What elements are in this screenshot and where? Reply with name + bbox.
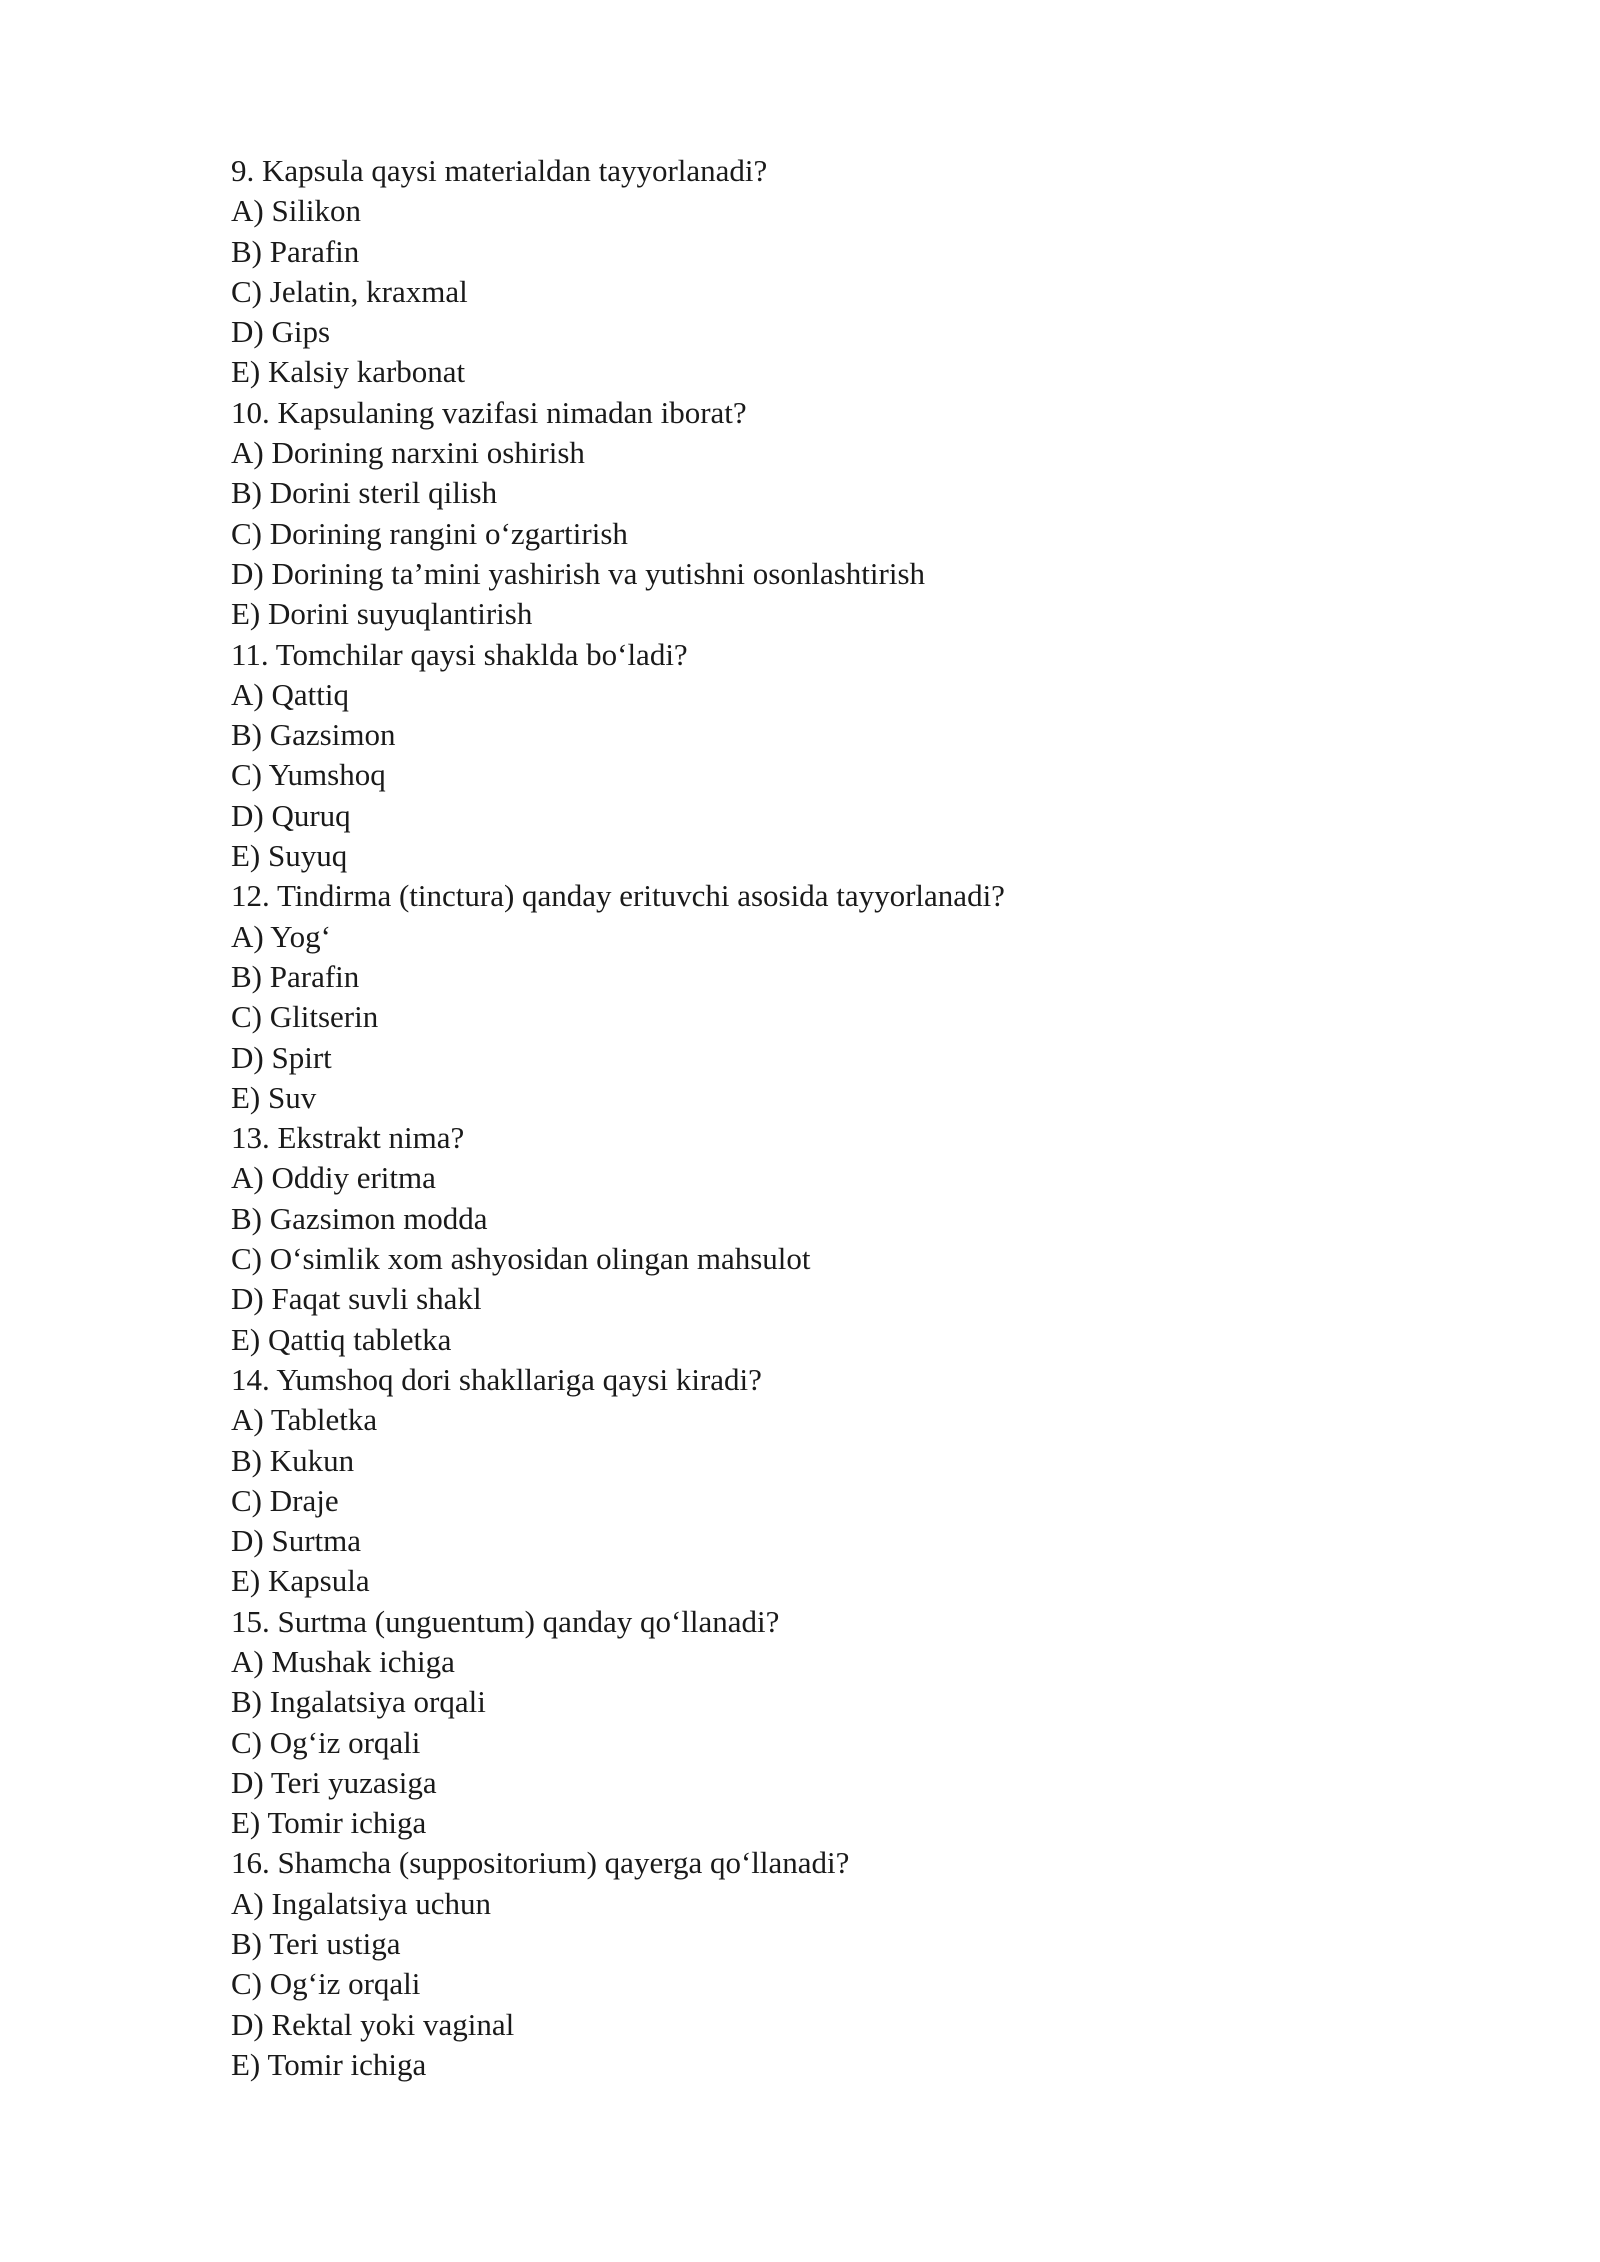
- question-list: [231, 151, 1431, 2085]
- option-c: C) Dorining rangini o‘zgartirish: [231, 515, 628, 551]
- option-b: B) Teri ustiga: [231, 1926, 401, 1962]
- question-text: 10. Kapsulaning vazifasi nimadan iborat?: [231, 394, 747, 430]
- option-a: A) Yog‘: [231, 918, 331, 954]
- question-10: [231, 393, 1431, 635]
- question-text: 16. Shamcha (suppositorium) qayerga qo‘llanadi?: [231, 1845, 850, 1881]
- option-d: D) Quruq: [231, 797, 351, 833]
- option-a: A) Ingalatsiya uchun: [231, 1885, 491, 1921]
- option-e: E) Suv: [231, 1079, 317, 1115]
- option-c: C) Og‘iz orqali: [231, 1966, 421, 2002]
- option-c: C) O‘simlik xom ashyosidan olingan mahsulot: [231, 1241, 811, 1277]
- question-text: 11. Tomchilar qaysi shaklda bo‘ladi?: [231, 636, 688, 672]
- option-e: E) Kalsiy karbonat: [231, 354, 466, 390]
- option-e: E) Dorini suyuqlantirish: [231, 596, 533, 632]
- option-b: B) Gazsimon: [231, 717, 396, 753]
- option-b: B) Kukun: [231, 1442, 355, 1478]
- option-a: A) Mushak ichiga: [231, 1643, 455, 1679]
- option-a: A) Qattiq: [231, 676, 349, 712]
- question-13: [231, 1118, 1431, 1360]
- option-e: E) Kapsula: [231, 1563, 370, 1599]
- option-b: B) Parafin: [231, 958, 360, 994]
- question-text: 13. Ekstrakt nima?: [231, 1120, 465, 1156]
- option-b: B) Dorini steril qilish: [231, 475, 498, 511]
- question-15: [231, 1602, 1431, 1844]
- question-14: [231, 1360, 1431, 1602]
- option-d: D) Teri yuzasiga: [231, 1764, 437, 1800]
- option-d: D) Faqat suvli shakl: [231, 1281, 482, 1317]
- option-b: B) Parafin: [231, 233, 360, 269]
- option-c: C) Draje: [231, 1482, 339, 1518]
- option-c: C) Yumshoq: [231, 757, 386, 793]
- option-a: A) Silikon: [231, 193, 362, 229]
- option-e: E) Suyuq: [231, 838, 348, 874]
- question-text: 15. Surtma (unguentum) qanday qo‘llanadi?: [231, 1603, 780, 1639]
- option-a: A) Dorining narxini oshirish: [231, 435, 585, 471]
- question-text: 14. Yumshoq dori shakllariga qaysi kiradi?: [231, 1361, 762, 1397]
- option-d: D) Gips: [231, 314, 331, 350]
- option-b: B) Gazsimon modda: [231, 1200, 488, 1236]
- option-e: E) Qattiq tabletka: [231, 1321, 452, 1357]
- option-c: C) Og‘iz orqali: [231, 1724, 421, 1760]
- option-a: A) Tabletka: [231, 1402, 378, 1438]
- question-text: 12. Tindirma (tinctura) qanday erituvchi asosida tayyorlanadi?: [231, 878, 1005, 914]
- option-b: B) Ingalatsiya orqali: [231, 1684, 486, 1720]
- option-d: D) Spirt: [231, 1039, 332, 1075]
- question-12: [231, 876, 1431, 1118]
- option-a: A) Oddiy eritma: [231, 1160, 436, 1196]
- question-text: 9. Kapsula qaysi materialdan tayyorlanadi?: [231, 153, 768, 188]
- option-e: E) Tomir ichiga: [231, 1805, 427, 1841]
- option-d: D) Rektal yoki vaginal: [231, 2006, 515, 2042]
- option-d: D) Surtma: [231, 1523, 362, 1559]
- question-11: [231, 635, 1431, 877]
- question-16: [231, 1843, 1431, 2085]
- option-d: D) Dorining ta’mini yashirish va yutishni osonlashtirish: [231, 555, 926, 591]
- option-c: C) Jelatin, kraxmal: [231, 273, 468, 309]
- question-9: [231, 151, 1431, 393]
- option-e: E) Tomir ichiga: [231, 2046, 427, 2082]
- option-c: C) Glitserin: [231, 999, 379, 1035]
